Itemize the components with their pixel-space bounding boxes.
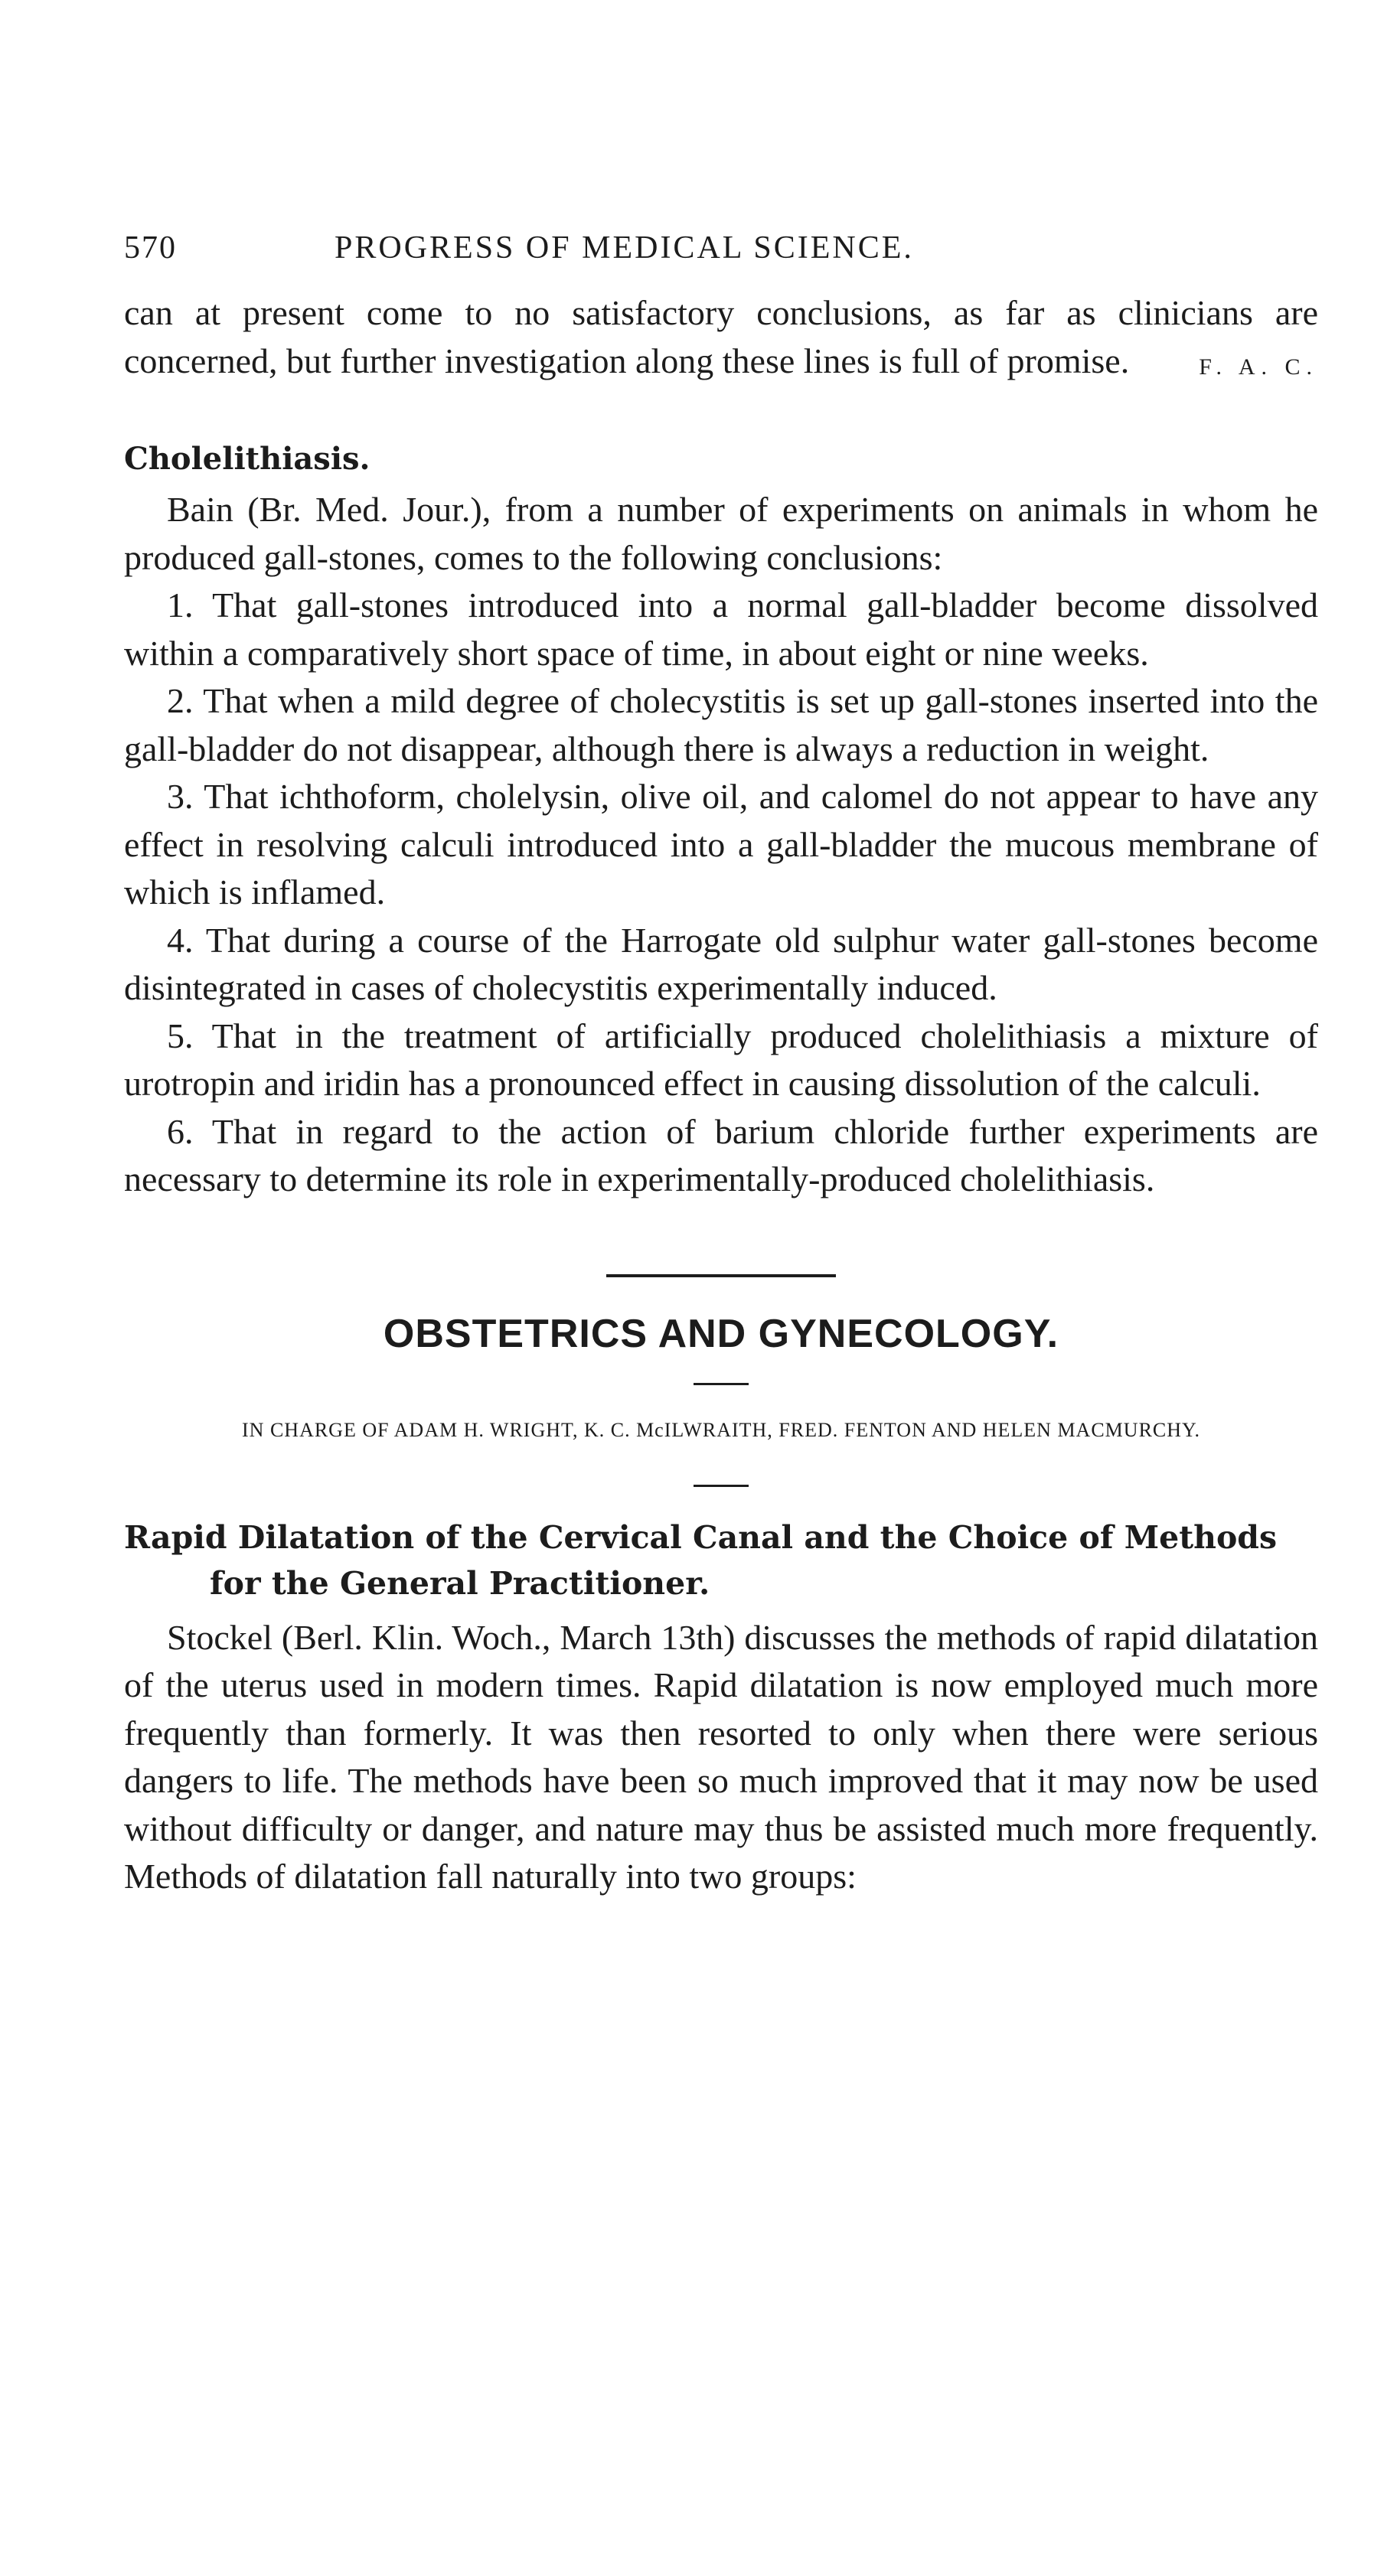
intro-paragraph — [124, 289, 1318, 385]
section-heading-cholelithiasis: Cholelithiasis. — [124, 441, 370, 477]
running-head — [124, 230, 1318, 276]
article-paragraph: Stockel (Berl. Klin. Woch., March 13th) discusses the methods of rapid dilatation of the uterus used in modern times. Rapid dilatation is now employed much more frequently than formerly. It was then resorted to only when there were serious dangers to life. The methods have been so much improved that it may now be used without difficulty or danger, and nature may thus be assisted much more frequently. Methods of dilatation fall naturally into two groups: — [124, 1617, 1318, 1896]
intro-section — [124, 289, 1318, 391]
book-page — [124, 230, 1318, 1901]
page-number: 570 — [124, 230, 177, 266]
cholelithiasis-section — [124, 486, 1318, 1204]
conclusion-item-3: 3. That ichthoform, cholelysin, olive oil, and calomel do not appear to have any effect in resolving calculi introduced into a gall-bladder the mucous membrane of which is inflamed. — [124, 777, 1318, 911]
conclusion-item-5: 5. That in the treatment of artificially produced cholelithiasis a mixture of urotropin and iridin has a pronounced effect in causing dissolution of the calculi. — [124, 1016, 1318, 1103]
department-heading: OBSTETRICS AND GYNECOLOGY. — [383, 1311, 1059, 1356]
conclusion-item-6: 6. That in regard to the action of barium chloride further experiments are necessary to determine its role in experimentally-produced cholelithiasis. — [124, 1111, 1318, 1198]
editors-divider — [694, 1485, 749, 1487]
running-head-title: PROGRESS OF MEDICAL SCIENCE. — [335, 230, 914, 266]
conclusion-item-4: 4. That during a course of the Harrogate old sulphur water gall-stones become disintegrated in cases of cholecystitis experimentally induced. — [124, 920, 1318, 1007]
conclusion-item-2: 2. That when a mild degree of cholecystitis is set up gall-stones inserted into the gall-bladder do not disappear, although there is always a reduction in weight. — [124, 681, 1318, 768]
heading-underline — [694, 1383, 749, 1385]
author-initials: F. A. C. — [1199, 354, 1318, 380]
article-title: Rapid Dilatation of the Cervical Canal and the Choice of Methods for the General Practitioner. — [124, 1518, 1278, 1602]
article-section — [124, 1614, 1318, 1901]
conclusion-item-1: 1. That gall-stones introduced into a normal gall-bladder become dissolved within a comparatively short space of time, in about eight or nine weeks. — [124, 585, 1318, 673]
section-divider — [606, 1274, 836, 1277]
intro-text: can at present come to no satisfactory conclusions, as far as clinicians are concerned, but further investigation along these lines is full of promise. — [124, 293, 1318, 380]
department-editors: IN CHARGE OF ADAM H. WRIGHT, K. C. McILWRAITH, FRED. FENTON AND HELEN MACMURCHY. — [242, 1418, 1200, 1441]
cholelithiasis-lead-paragraph: Bain (Br. Med. Jour.), from a number of experiments on animals in whom he produced gall-stones, comes to the following conclusions: — [124, 490, 1318, 577]
